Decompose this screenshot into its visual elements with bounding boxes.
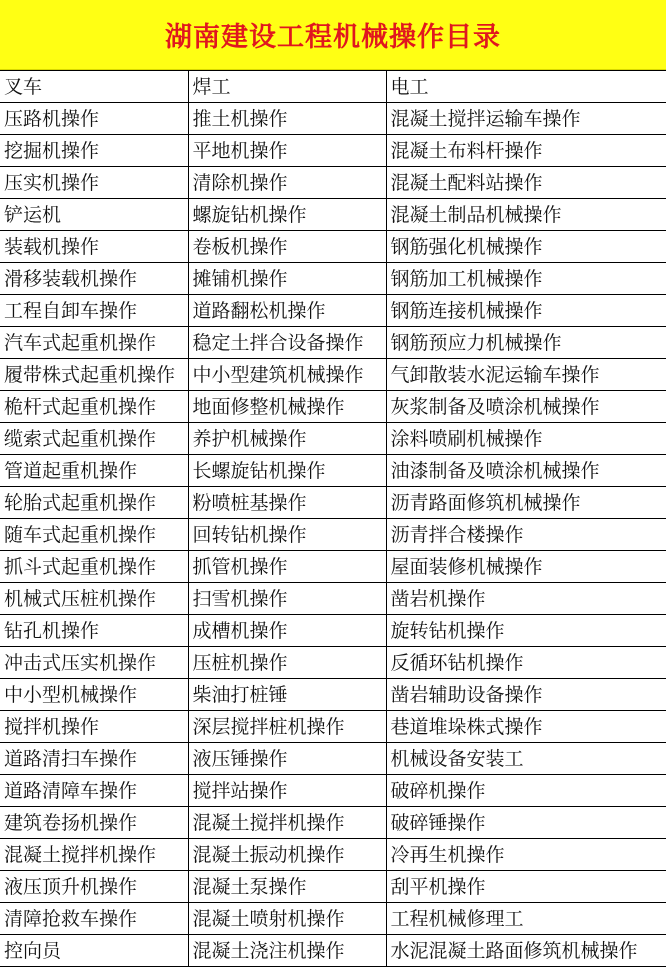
table-cell: 压实机操作 — [0, 167, 188, 199]
table-cell: 钢筋加工机械操作 — [386, 263, 666, 295]
title-banner — [0, 0, 666, 70]
header-cell-1: 叉车 — [0, 71, 188, 103]
table-cell: 建筑卷扬机操作 — [0, 807, 188, 839]
table-cell: 压桩机操作 — [188, 647, 386, 679]
table-cell: 深层搅拌桩机操作 — [188, 711, 386, 743]
table-cell: 混凝土泵操作 — [188, 871, 386, 903]
table-cell: 轮胎式起重机操作 — [0, 487, 188, 519]
table-row — [0, 103, 666, 135]
table-cell: 工程自卸车操作 — [0, 295, 188, 327]
table-row — [0, 487, 666, 519]
table-row — [0, 423, 666, 455]
table-cell: 成槽机操作 — [188, 615, 386, 647]
table-cell: 混凝土振动机操作 — [188, 839, 386, 871]
table-cell: 液压顶升机操作 — [0, 871, 188, 903]
table-cell: 涂料喷刷机械操作 — [386, 423, 666, 455]
table-row — [0, 231, 666, 263]
table-cell: 巷道堆垛株式操作 — [386, 711, 666, 743]
table-cell: 抓管机操作 — [188, 551, 386, 583]
table-cell: 随车式起重机操作 — [0, 519, 188, 551]
table-cell: 道路清障车操作 — [0, 775, 188, 807]
table-cell: 中小型机械操作 — [0, 679, 188, 711]
header-cell-3: 电工 — [386, 71, 666, 103]
table-row — [0, 391, 666, 423]
table-cell: 钻孔机操作 — [0, 615, 188, 647]
table-cell: 油漆制备及喷涂机械操作 — [386, 455, 666, 487]
table-cell: 装载机操作 — [0, 231, 188, 263]
table-cell: 混凝土布料杆操作 — [386, 135, 666, 167]
table-cell: 螺旋钻机操作 — [188, 199, 386, 231]
table-cell: 机械设备安装工 — [386, 743, 666, 775]
table-cell: 凿岩辅助设备操作 — [386, 679, 666, 711]
table-row — [0, 743, 666, 775]
table-cell: 混凝土搅拌机操作 — [188, 807, 386, 839]
table-row — [0, 903, 666, 935]
table-cell: 控向员 — [0, 935, 188, 967]
table-row — [0, 647, 666, 679]
table-cell: 清除机操作 — [188, 167, 386, 199]
table-row — [0, 615, 666, 647]
table-cell: 破碎机操作 — [386, 775, 666, 807]
table-cell: 搅拌站操作 — [188, 775, 386, 807]
table-row — [0, 327, 666, 359]
table-cell: 柴油打桩锤 — [188, 679, 386, 711]
header-cell-2: 焊工 — [188, 71, 386, 103]
table-cell: 粉喷桩基操作 — [188, 487, 386, 519]
table-cell: 管道起重机操作 — [0, 455, 188, 487]
table-row — [0, 167, 666, 199]
table-cell: 道路清扫车操作 — [0, 743, 188, 775]
table-row — [0, 807, 666, 839]
table-row — [0, 775, 666, 807]
table-cell: 搅拌机操作 — [0, 711, 188, 743]
catalog-table — [0, 70, 666, 967]
table-cell: 中小型建筑机械操作 — [188, 359, 386, 391]
table-cell: 冷再生机操作 — [386, 839, 666, 871]
table-cell: 破碎锤操作 — [386, 807, 666, 839]
table-cell: 机械式压桩机操作 — [0, 583, 188, 615]
table-row — [0, 359, 666, 391]
table-cell: 灰浆制备及喷涂机械操作 — [386, 391, 666, 423]
page-title: 湖南建设工程机械操作目录 — [165, 22, 501, 53]
catalog-table-body — [0, 71, 666, 967]
table-cell: 钢筋连接机械操作 — [386, 295, 666, 327]
table-cell: 地面修整机械操作 — [188, 391, 386, 423]
table-cell: 滑移装载机操作 — [0, 263, 188, 295]
table-row — [0, 839, 666, 871]
header-row — [0, 71, 666, 103]
table-cell: 混凝土制品机械操作 — [386, 199, 666, 231]
table-row — [0, 455, 666, 487]
table-cell: 沥青路面修筑机械操作 — [386, 487, 666, 519]
table-cell: 挖掘机操作 — [0, 135, 188, 167]
table-cell: 反循环钻机操作 — [386, 647, 666, 679]
table-cell: 刮平机操作 — [386, 871, 666, 903]
table-row — [0, 935, 666, 967]
table-cell: 气卸散装水泥运输车操作 — [386, 359, 666, 391]
table-cell: 清障抢救车操作 — [0, 903, 188, 935]
table-cell: 汽车式起重机操作 — [0, 327, 188, 359]
table-cell: 履带株式起重机操作 — [0, 359, 188, 391]
table-cell: 道路翻松机操作 — [188, 295, 386, 327]
table-row — [0, 711, 666, 743]
table-cell: 屋面装修机械操作 — [386, 551, 666, 583]
table-row — [0, 295, 666, 327]
table-cell: 稳定土拌合设备操作 — [188, 327, 386, 359]
table-cell: 抓斗式起重机操作 — [0, 551, 188, 583]
table-cell: 铲运机 — [0, 199, 188, 231]
table-cell: 混凝土搅拌运输车操作 — [386, 103, 666, 135]
table-row — [0, 263, 666, 295]
table-cell: 长螺旋钻机操作 — [188, 455, 386, 487]
table-row — [0, 199, 666, 231]
table-cell: 摊铺机操作 — [188, 263, 386, 295]
table-cell: 工程机械修理工 — [386, 903, 666, 935]
table-cell: 养护机械操作 — [188, 423, 386, 455]
table-cell: 钢筋预应力机械操作 — [386, 327, 666, 359]
table-cell: 混凝土喷射机操作 — [188, 903, 386, 935]
table-cell: 桅杆式起重机操作 — [0, 391, 188, 423]
table-cell: 扫雪机操作 — [188, 583, 386, 615]
table-cell: 推土机操作 — [188, 103, 386, 135]
table-cell: 旋转钻机操作 — [386, 615, 666, 647]
table-row — [0, 583, 666, 615]
table-row — [0, 135, 666, 167]
table-cell: 平地机操作 — [188, 135, 386, 167]
table-cell: 压路机操作 — [0, 103, 188, 135]
table-cell: 混凝土搅拌机操作 — [0, 839, 188, 871]
table-cell: 回转钻机操作 — [188, 519, 386, 551]
table-cell: 卷板机操作 — [188, 231, 386, 263]
table-cell: 水泥混凝土路面修筑机械操作 — [386, 935, 666, 967]
table-row — [0, 679, 666, 711]
table-cell: 钢筋强化机械操作 — [386, 231, 666, 263]
table-cell: 混凝土配料站操作 — [386, 167, 666, 199]
table-row — [0, 519, 666, 551]
table-cell: 沥青拌合楼操作 — [386, 519, 666, 551]
table-cell: 混凝土浇注机操作 — [188, 935, 386, 967]
table-cell: 冲击式压实机操作 — [0, 647, 188, 679]
table-cell: 液压锤操作 — [188, 743, 386, 775]
table-cell: 缆索式起重机操作 — [0, 423, 188, 455]
table-row — [0, 551, 666, 583]
table-row — [0, 871, 666, 903]
table-cell: 凿岩机操作 — [386, 583, 666, 615]
